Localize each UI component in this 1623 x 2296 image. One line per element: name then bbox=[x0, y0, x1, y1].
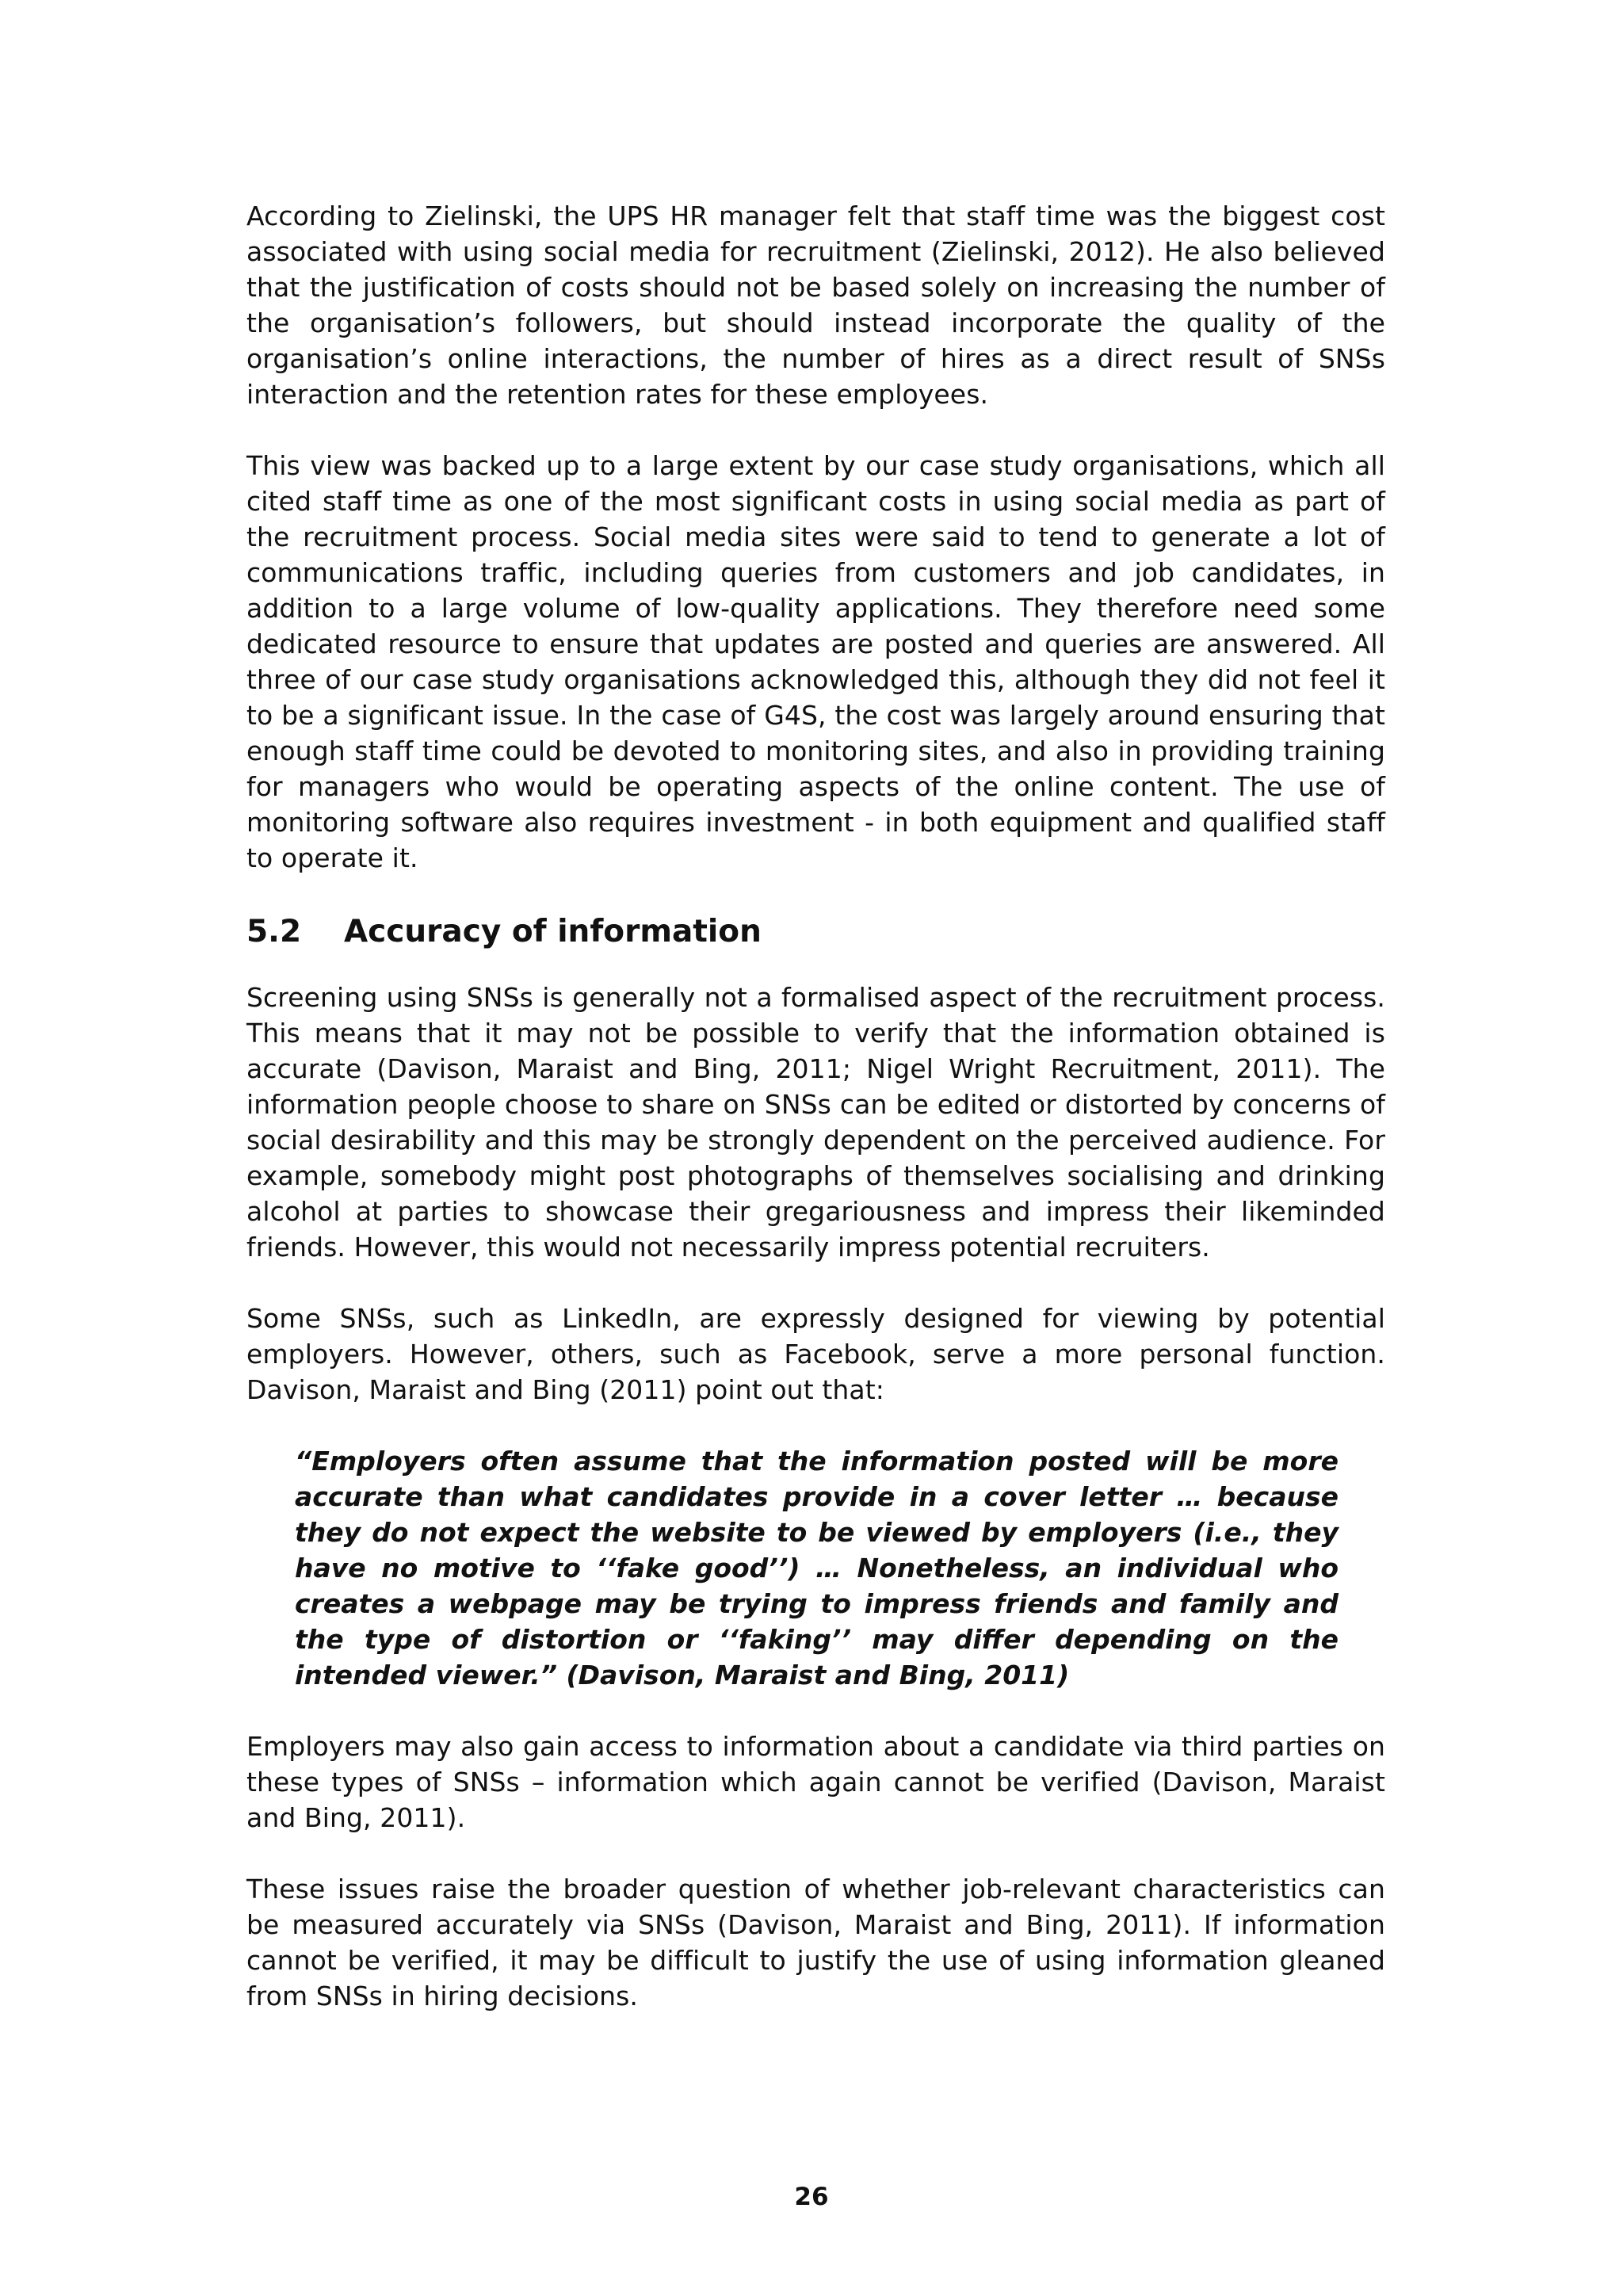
page-number: 26 bbox=[794, 2183, 829, 2211]
section-number: 5.2 bbox=[246, 914, 302, 949]
paragraph-third-parties: Employers may also gain access to information about a candidate via third parties on these types of SNSs – information which again cannot be verified (Davison, Maraist and Bing, 2011). bbox=[246, 1731, 1385, 1833]
paragraph-job-relevant: These issues raise the broader question of whether job-relevant characteristics can be measured accurately via SNSs (Davison, Maraist and Bing, 2011). If information cannot be verified, it may be difficult to justify the use of using information gleaned from SNSs in hiring decisions. bbox=[246, 1874, 1385, 2011]
section-title: Accuracy of information bbox=[344, 914, 762, 949]
paragraph-ups-staff-time: According to Zielinski, the UPS HR manager felt that staff time was the biggest cost associated with using social media for recruitment (Zielinski, 2012). He also believed that the justification of costs should not be based solely on increasing the number of the organisation’s followers, but should instead incorporate the quality of the organisation’s online interactions, the number of hires as a direct result of SNSs interaction and the retention rates for these employees. bbox=[246, 201, 1385, 410]
block-quote: “Employers often assume that the information posted will be more accurate than what candidates provide in a cover letter … because they do not expect the website to be viewed by employers (i.e., they have no motive to ‘‘fake good’’) … Nonetheless, an individual who creates a webpage may be trying to impress friends and family and the type of distortion or ‘‘faking’’ may differ depending on the intended viewer.” (Davison, Maraist and Bing, 2011) bbox=[295, 1446, 1338, 1690]
paragraph-case-study-costs: This view was backed up to a large extent by our case study organisations, which all cited staff time as one of the most significant costs in using social media as part of the recruitment process. Social media sites were said to tend to generate a lot of communications traffic, including queries from customers and job candidates, in addition to a large volume of low-quality applications. They therefore need some dedicated resource to ensure that updates are posted and queries are answered. All three of our case study organisations acknowledged this, although they did not feel it to be a significant issue. In the case of G4S, the cost was largely around ensuring that enough staff time could be devoted to monitoring sites, and also in providing training for managers who would be operating aspects of the online content. The use of monitoring software also requires investment - in both equipment and qualified staff to operate it. bbox=[246, 450, 1385, 873]
paragraph-sns-purpose: Some SNSs, such as LinkedIn, are expressly designed for viewing by potential employers. However, others, such as Facebook, serve a more personal function. Davison, Maraist and Bing (2011) point out that: bbox=[246, 1303, 1385, 1405]
page-content bbox=[246, 198, 1385, 2050]
paragraph-screening-accuracy: Screening using SNSs is generally not a formalised aspect of the recruitment process. This means that it may not be possible to verify that the information obtained is accurate (Davison, Maraist and Bing, 2011; Nigel Wright Recruitment, 2011). The information people choose to share on SNSs can be edited or distorted by concerns of social desirability and this may be strongly dependent on the perceived audience. For example, somebody might post photographs of themselves socialising and drinking alcohol at parties to showcase their gregariousness and impress their likeminded friends. However, this would not necessarily impress potential recruiters. bbox=[246, 982, 1385, 1263]
section-heading bbox=[246, 911, 1385, 953]
